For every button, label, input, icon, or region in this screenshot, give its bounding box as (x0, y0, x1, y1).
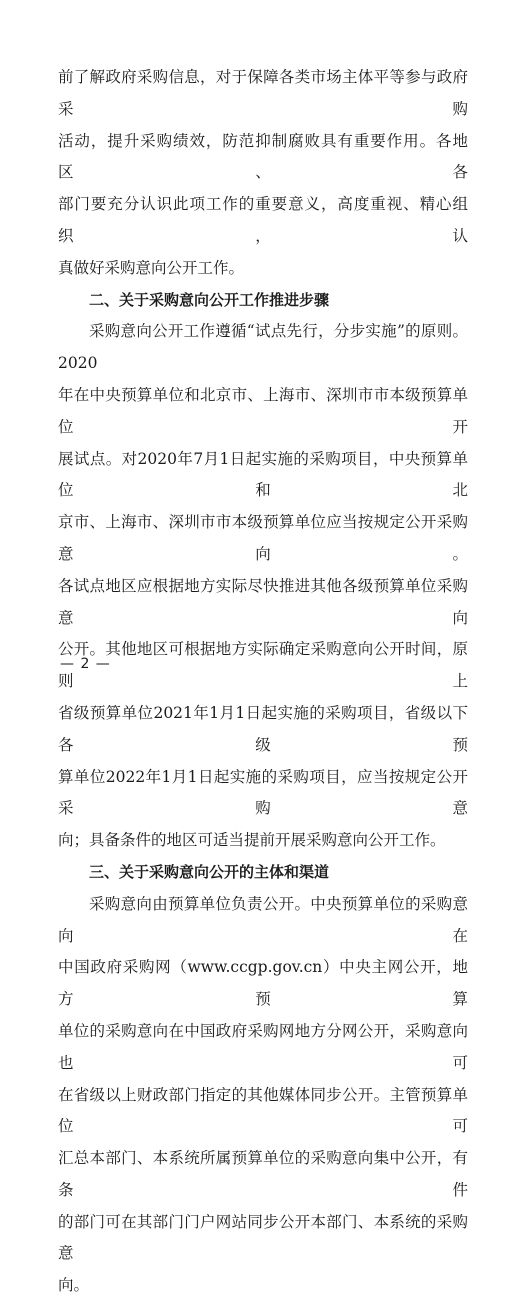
page-number: — 2 — (60, 656, 111, 672)
text-line: 向。 (58, 1276, 90, 1295)
text-line: 单位的采购意向在中国政府采购网地方分网公开，采购意向也可 (58, 1021, 468, 1072)
section-heading-2: 二、关于采购意向公开工作推进步骤 (89, 290, 330, 309)
text-line: 在省级以上财政部门指定的其他媒体同步公开。主管预算单位可 (58, 1085, 468, 1136)
text-line: 活动，提升采购绩效，防范抑制腐败具有重要作用。各地区、各 (58, 131, 468, 182)
text-line: 采购意向由预算单位负责公开。中央预算单位的采购意向在 (58, 894, 468, 945)
document-body (58, 62, 468, 1302)
text-line: 前了解政府采购信息，对于保障各类市场主体平等参与政府采购 (58, 68, 468, 118)
text-line: 真做好采购意向公开工作。 (58, 258, 245, 277)
section-heading-3: 三、关于采购意向公开的主体和渠道 (89, 862, 330, 881)
text-line: 京市、上海市、深圳市市本级预算单位应当按规定公开采购意向。 (58, 513, 468, 563)
text-line: 各试点地区应根据地方实际尽快推进其他各级预算单位采购意向 (58, 576, 468, 627)
text-line: 的部门可在其部门门户网站同步公开本部门、本系统的采购意 (58, 1212, 468, 1263)
paragraph-section-3 (58, 889, 468, 1302)
paragraph-continuation (58, 62, 468, 285)
text-line: 公开。其他地区可根据地方实际确定采购意向公开时间，原则上 (58, 640, 468, 691)
text-line: 中国政府采购网（www.ccgp.gov.cn）中央主网公开，地方预算 (58, 958, 468, 1009)
text-line: 汇总本部门、本系统所属预算单位的采购意向集中公开，有条件 (58, 1149, 468, 1199)
text-line: 算单位2022年1月1日起实施的采购项目，应当按规定公开采购意 (58, 767, 468, 818)
text-line: 部门要充分认识此项工作的重要意义，高度重视、精心组织，认 (58, 195, 468, 245)
text-line: 年在中央预算单位和北京市、上海市、深圳市市本级预算单位开 (58, 385, 468, 436)
text-line: 展试点。对2020年7月1日起实施的采购项目，中央预算单位和北 (58, 449, 468, 500)
paragraph-section-2 (58, 316, 468, 857)
text-line: 省级预算单位2021年1月1日起实施的采购项目，省级以下各级预 (58, 703, 468, 754)
text-line: 采购意向公开工作遵循“试点先行，分步实施”的原则。2020 (58, 322, 468, 373)
text-line: 向；具备条件的地区可适当提前开展采购意向公开工作。 (58, 831, 446, 850)
